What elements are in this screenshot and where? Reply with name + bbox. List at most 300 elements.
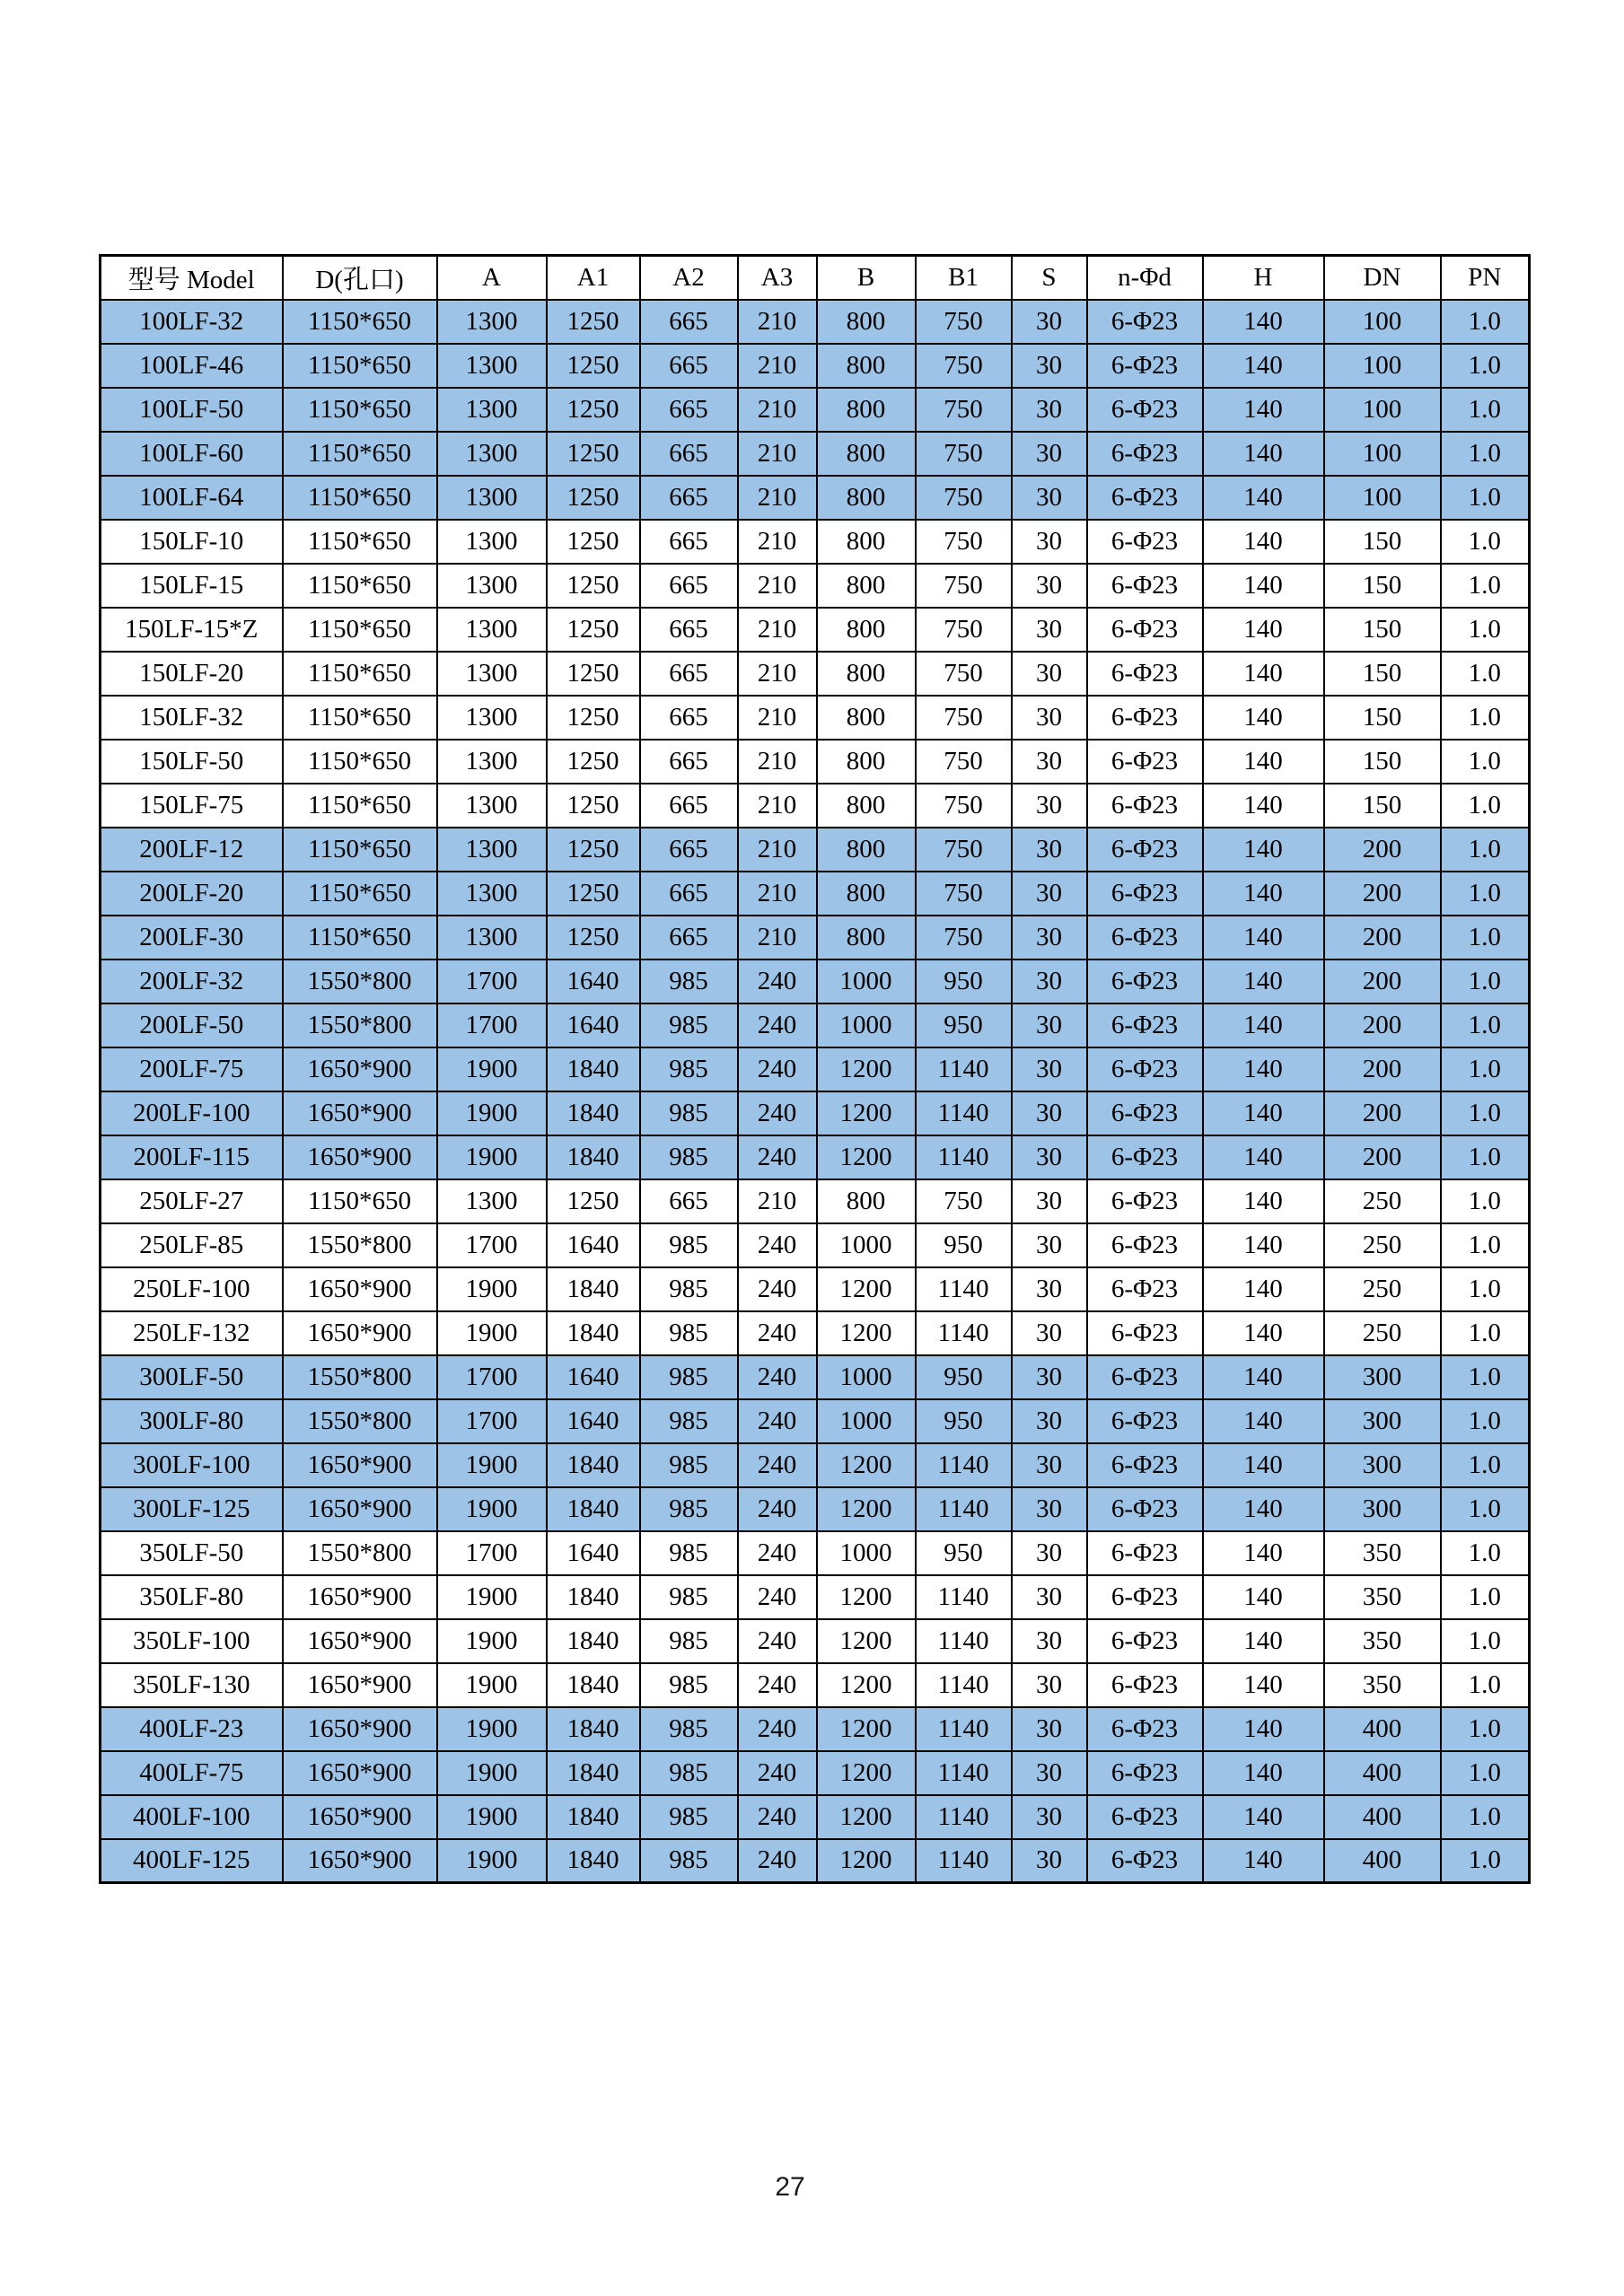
cell: 665	[640, 300, 738, 344]
cell: 1650*900	[283, 1839, 437, 1883]
cell: 6-Φ23	[1087, 1399, 1203, 1443]
cell: 1.0	[1441, 1707, 1530, 1751]
cell: 1000	[817, 960, 916, 1003]
cell: 140	[1203, 1223, 1324, 1267]
cell: 985	[640, 1223, 738, 1267]
cell: 30	[1012, 1751, 1087, 1795]
cell: 1200	[817, 1135, 916, 1179]
cell: 140	[1203, 1531, 1324, 1575]
cell: 665	[640, 564, 738, 608]
cell: 140	[1203, 1179, 1324, 1223]
cell: 210	[738, 520, 817, 564]
cell: 30	[1012, 1267, 1087, 1311]
cell: 150	[1324, 740, 1441, 784]
cell: 1650*900	[283, 1751, 437, 1795]
cell: 1840	[547, 1619, 640, 1663]
cell: 140	[1203, 476, 1324, 520]
table-row	[101, 828, 1530, 872]
cell: 665	[640, 740, 738, 784]
cell: 800	[817, 916, 916, 960]
cell: 1140	[916, 1795, 1012, 1839]
cell: 1300	[437, 1179, 547, 1223]
cell: 1840	[547, 1443, 640, 1487]
cell: 100	[1324, 344, 1441, 388]
cell: 1840	[547, 1091, 640, 1135]
model-cell: 400LF-100	[101, 1795, 283, 1839]
cell: 1.0	[1441, 608, 1530, 652]
cell: 1200	[817, 1267, 916, 1311]
cell: 1200	[817, 1619, 916, 1663]
cell: 1140	[916, 1267, 1012, 1311]
table-row	[101, 1179, 1530, 1223]
cell: 1.0	[1441, 564, 1530, 608]
cell: 985	[640, 1575, 738, 1619]
cell: 1250	[547, 432, 640, 476]
cell: 1140	[916, 1047, 1012, 1091]
cell: 350	[1324, 1663, 1441, 1707]
table-row	[101, 1443, 1530, 1487]
cell: 6-Φ23	[1087, 1047, 1203, 1091]
model-cell: 400LF-23	[101, 1707, 283, 1751]
cell: 400	[1324, 1795, 1441, 1839]
column-header: n-Φd	[1087, 256, 1203, 300]
cell: 1250	[547, 564, 640, 608]
cell: 1200	[817, 1311, 916, 1355]
cell: 1140	[916, 1135, 1012, 1179]
cell: 1650*900	[283, 1091, 437, 1135]
cell: 140	[1203, 1839, 1324, 1883]
cell: 800	[817, 652, 916, 696]
cell: 1200	[817, 1795, 916, 1839]
cell: 950	[916, 1399, 1012, 1443]
cell: 1300	[437, 300, 547, 344]
model-cell: 200LF-75	[101, 1047, 283, 1091]
table-row	[101, 740, 1530, 784]
table-row	[101, 1267, 1530, 1311]
cell: 6-Φ23	[1087, 960, 1203, 1003]
cell: 210	[738, 388, 817, 432]
cell: 210	[738, 432, 817, 476]
cell: 800	[817, 388, 916, 432]
cell: 1550*800	[283, 1531, 437, 1575]
cell: 140	[1203, 872, 1324, 916]
cell: 1840	[547, 1795, 640, 1839]
table-row	[101, 1619, 1530, 1663]
cell: 30	[1012, 960, 1087, 1003]
cell: 140	[1203, 784, 1324, 828]
cell: 665	[640, 520, 738, 564]
cell: 1140	[916, 1839, 1012, 1883]
cell: 665	[640, 608, 738, 652]
cell: 1.0	[1441, 872, 1530, 916]
cell: 30	[1012, 1399, 1087, 1443]
cell: 1.0	[1441, 652, 1530, 696]
cell: 6-Φ23	[1087, 1003, 1203, 1047]
table-row	[101, 608, 1530, 652]
cell: 140	[1203, 1311, 1324, 1355]
cell: 750	[916, 520, 1012, 564]
cell: 150	[1324, 696, 1441, 740]
table-row	[101, 1135, 1530, 1179]
cell: 140	[1203, 1575, 1324, 1619]
cell: 6-Φ23	[1087, 1223, 1203, 1267]
cell: 750	[916, 740, 1012, 784]
cell: 665	[640, 828, 738, 872]
table-row	[101, 784, 1530, 828]
model-cell: 100LF-60	[101, 432, 283, 476]
cell: 6-Φ23	[1087, 608, 1203, 652]
cell: 1200	[817, 1663, 916, 1707]
cell: 6-Φ23	[1087, 1443, 1203, 1487]
cell: 985	[640, 1355, 738, 1399]
cell: 240	[738, 1751, 817, 1795]
cell: 1200	[817, 1751, 916, 1795]
cell: 1840	[547, 1663, 640, 1707]
cell: 240	[738, 1047, 817, 1091]
cell: 800	[817, 300, 916, 344]
cell: 240	[738, 960, 817, 1003]
cell: 400	[1324, 1751, 1441, 1795]
cell: 6-Φ23	[1087, 1267, 1203, 1311]
cell: 140	[1203, 1091, 1324, 1135]
cell: 240	[738, 1267, 817, 1311]
cell: 800	[817, 1179, 916, 1223]
cell: 1140	[916, 1311, 1012, 1355]
cell: 6-Φ23	[1087, 432, 1203, 476]
cell: 1.0	[1441, 1443, 1530, 1487]
cell: 1900	[437, 1135, 547, 1179]
cell: 1700	[437, 1223, 547, 1267]
cell: 350	[1324, 1575, 1441, 1619]
column-header: D(孔口)	[283, 256, 437, 300]
cell: 6-Φ23	[1087, 1839, 1203, 1883]
cell: 140	[1203, 696, 1324, 740]
cell: 1700	[437, 960, 547, 1003]
cell: 1.0	[1441, 1135, 1530, 1179]
cell: 1840	[547, 1267, 640, 1311]
cell: 1640	[547, 1355, 640, 1399]
cell: 6-Φ23	[1087, 1795, 1203, 1839]
cell: 985	[640, 1003, 738, 1047]
cell: 750	[916, 696, 1012, 740]
cell: 1300	[437, 388, 547, 432]
cell: 985	[640, 1091, 738, 1135]
cell: 665	[640, 784, 738, 828]
model-cell: 100LF-32	[101, 300, 283, 344]
cell: 985	[640, 1047, 738, 1091]
cell: 140	[1203, 960, 1324, 1003]
table-row	[101, 1355, 1530, 1399]
cell: 800	[817, 520, 916, 564]
cell: 30	[1012, 564, 1087, 608]
model-cell: 200LF-115	[101, 1135, 283, 1179]
cell: 6-Φ23	[1087, 1091, 1203, 1135]
cell: 750	[916, 872, 1012, 916]
cell: 30	[1012, 784, 1087, 828]
cell: 750	[916, 432, 1012, 476]
cell: 210	[738, 828, 817, 872]
cell: 1840	[547, 1047, 640, 1091]
cell: 1150*650	[283, 696, 437, 740]
cell: 1650*900	[283, 1135, 437, 1179]
model-cell: 300LF-100	[101, 1443, 283, 1487]
cell: 100	[1324, 432, 1441, 476]
cell: 300	[1324, 1355, 1441, 1399]
model-cell: 150LF-15*Z	[101, 608, 283, 652]
cell: 1150*650	[283, 388, 437, 432]
cell: 240	[738, 1135, 817, 1179]
cell: 150	[1324, 784, 1441, 828]
cell: 240	[738, 1707, 817, 1751]
cell: 200	[1324, 1091, 1441, 1135]
model-cell: 250LF-132	[101, 1311, 283, 1355]
cell: 1900	[437, 1487, 547, 1531]
cell: 140	[1203, 520, 1324, 564]
cell: 30	[1012, 300, 1087, 344]
cell: 30	[1012, 344, 1087, 388]
cell: 250	[1324, 1311, 1441, 1355]
cell: 1300	[437, 740, 547, 784]
table-row	[101, 564, 1530, 608]
cell: 1550*800	[283, 1003, 437, 1047]
cell: 1300	[437, 784, 547, 828]
table-row	[101, 520, 1530, 564]
cell: 1140	[916, 1575, 1012, 1619]
cell: 140	[1203, 1487, 1324, 1531]
cell: 800	[817, 432, 916, 476]
cell: 6-Φ23	[1087, 1355, 1203, 1399]
cell: 210	[738, 784, 817, 828]
cell: 800	[817, 828, 916, 872]
cell: 30	[1012, 1355, 1087, 1399]
cell: 1900	[437, 1267, 547, 1311]
cell: 6-Φ23	[1087, 1619, 1203, 1663]
cell: 665	[640, 388, 738, 432]
cell: 985	[640, 1267, 738, 1311]
table-row	[101, 1223, 1530, 1267]
cell: 950	[916, 960, 1012, 1003]
cell: 1.0	[1441, 1795, 1530, 1839]
table-row	[101, 1091, 1530, 1135]
cell: 1000	[817, 1355, 916, 1399]
cell: 1.0	[1441, 388, 1530, 432]
cell: 1700	[437, 1531, 547, 1575]
cell: 1000	[817, 1531, 916, 1575]
cell: 1000	[817, 1223, 916, 1267]
table-row	[101, 1047, 1530, 1091]
cell: 1550*800	[283, 1355, 437, 1399]
table-row	[101, 1707, 1530, 1751]
cell: 30	[1012, 1223, 1087, 1267]
model-cell: 150LF-75	[101, 784, 283, 828]
model-cell: 150LF-15	[101, 564, 283, 608]
cell: 1300	[437, 916, 547, 960]
cell: 1840	[547, 1311, 640, 1355]
table-row	[101, 432, 1530, 476]
cell: 1300	[437, 828, 547, 872]
cell: 1.0	[1441, 784, 1530, 828]
cell: 1.0	[1441, 740, 1530, 784]
cell: 1200	[817, 1091, 916, 1135]
cell: 200	[1324, 828, 1441, 872]
cell: 200	[1324, 916, 1441, 960]
cell: 100	[1324, 388, 1441, 432]
cell: 1.0	[1441, 696, 1530, 740]
cell: 6-Φ23	[1087, 1179, 1203, 1223]
cell: 950	[916, 1003, 1012, 1047]
cell: 210	[738, 1179, 817, 1223]
cell: 30	[1012, 1795, 1087, 1839]
cell: 1200	[817, 1839, 916, 1883]
cell: 750	[916, 1179, 1012, 1223]
table-row	[101, 1531, 1530, 1575]
cell: 140	[1203, 740, 1324, 784]
cell: 1300	[437, 520, 547, 564]
cell: 1650*900	[283, 1267, 437, 1311]
cell: 240	[738, 1531, 817, 1575]
cell: 800	[817, 564, 916, 608]
cell: 400	[1324, 1707, 1441, 1751]
cell: 1140	[916, 1663, 1012, 1707]
column-header: S	[1012, 256, 1087, 300]
cell: 100	[1324, 476, 1441, 520]
cell: 1.0	[1441, 1223, 1530, 1267]
cell: 1.0	[1441, 300, 1530, 344]
cell: 1150*650	[283, 520, 437, 564]
cell: 6-Φ23	[1087, 1311, 1203, 1355]
cell: 6-Φ23	[1087, 872, 1203, 916]
cell: 6-Φ23	[1087, 388, 1203, 432]
cell: 985	[640, 1663, 738, 1707]
cell: 985	[640, 960, 738, 1003]
table-row	[101, 916, 1530, 960]
cell: 1.0	[1441, 1091, 1530, 1135]
cell: 750	[916, 476, 1012, 520]
model-cell: 100LF-46	[101, 344, 283, 388]
cell: 140	[1203, 1135, 1324, 1179]
table-row	[101, 1003, 1530, 1047]
cell: 1250	[547, 344, 640, 388]
cell: 1840	[547, 1751, 640, 1795]
cell: 665	[640, 872, 738, 916]
cell: 140	[1203, 828, 1324, 872]
cell: 1.0	[1441, 960, 1530, 1003]
table-row	[101, 652, 1530, 696]
cell: 1150*650	[283, 872, 437, 916]
cell: 800	[817, 740, 916, 784]
cell: 800	[817, 476, 916, 520]
cell: 30	[1012, 740, 1087, 784]
cell: 985	[640, 1531, 738, 1575]
cell: 1.0	[1441, 1487, 1530, 1531]
cell: 210	[738, 872, 817, 916]
cell: 240	[738, 1663, 817, 1707]
cell: 30	[1012, 1619, 1087, 1663]
table-row	[101, 1839, 1530, 1883]
cell: 1150*650	[283, 476, 437, 520]
cell: 1140	[916, 1443, 1012, 1487]
cell: 665	[640, 652, 738, 696]
cell: 30	[1012, 1663, 1087, 1707]
table-row	[101, 300, 1530, 344]
model-cell: 200LF-20	[101, 872, 283, 916]
cell: 30	[1012, 872, 1087, 916]
cell: 140	[1203, 1707, 1324, 1751]
cell: 1900	[437, 1795, 547, 1839]
cell: 1840	[547, 1487, 640, 1531]
cell: 1140	[916, 1619, 1012, 1663]
cell: 240	[738, 1223, 817, 1267]
table-row	[101, 1795, 1530, 1839]
cell: 950	[916, 1531, 1012, 1575]
cell: 1.0	[1441, 1047, 1530, 1091]
cell: 240	[738, 1355, 817, 1399]
cell: 240	[738, 1795, 817, 1839]
cell: 800	[817, 784, 916, 828]
cell: 985	[640, 1839, 738, 1883]
model-cell: 350LF-130	[101, 1663, 283, 1707]
table-row	[101, 1487, 1530, 1531]
cell: 985	[640, 1311, 738, 1355]
cell: 1250	[547, 784, 640, 828]
cell: 6-Φ23	[1087, 696, 1203, 740]
cell: 1640	[547, 1531, 640, 1575]
column-header: A3	[738, 256, 817, 300]
cell: 1.0	[1441, 1311, 1530, 1355]
cell: 6-Φ23	[1087, 476, 1203, 520]
cell: 1640	[547, 1223, 640, 1267]
cell: 30	[1012, 1179, 1087, 1223]
cell: 150	[1324, 564, 1441, 608]
cell: 1250	[547, 608, 640, 652]
cell: 800	[817, 344, 916, 388]
cell: 1.0	[1441, 1003, 1530, 1047]
cell: 240	[738, 1839, 817, 1883]
cell: 1300	[437, 344, 547, 388]
cell: 1300	[437, 608, 547, 652]
column-header: H	[1203, 256, 1324, 300]
cell: 750	[916, 652, 1012, 696]
cell: 1250	[547, 300, 640, 344]
cell: 750	[916, 828, 1012, 872]
model-cell: 350LF-50	[101, 1531, 283, 1575]
cell: 1150*650	[283, 652, 437, 696]
table-row	[101, 696, 1530, 740]
cell: 1200	[817, 1707, 916, 1751]
cell: 210	[738, 476, 817, 520]
model-cell: 350LF-80	[101, 1575, 283, 1619]
cell: 100	[1324, 300, 1441, 344]
cell: 30	[1012, 388, 1087, 432]
cell: 1900	[437, 1839, 547, 1883]
cell: 210	[738, 652, 817, 696]
cell: 300	[1324, 1487, 1441, 1531]
cell: 1150*650	[283, 828, 437, 872]
cell: 6-Φ23	[1087, 1663, 1203, 1707]
cell: 1.0	[1441, 1751, 1530, 1795]
cell: 140	[1203, 432, 1324, 476]
cell: 1.0	[1441, 1839, 1530, 1883]
cell: 800	[817, 696, 916, 740]
cell: 30	[1012, 696, 1087, 740]
page-number: 27	[775, 2172, 805, 2202]
cell: 240	[738, 1399, 817, 1443]
cell: 985	[640, 1399, 738, 1443]
cell: 1300	[437, 872, 547, 916]
model-cell: 400LF-125	[101, 1839, 283, 1883]
cell: 6-Φ23	[1087, 300, 1203, 344]
cell: 200	[1324, 1135, 1441, 1179]
